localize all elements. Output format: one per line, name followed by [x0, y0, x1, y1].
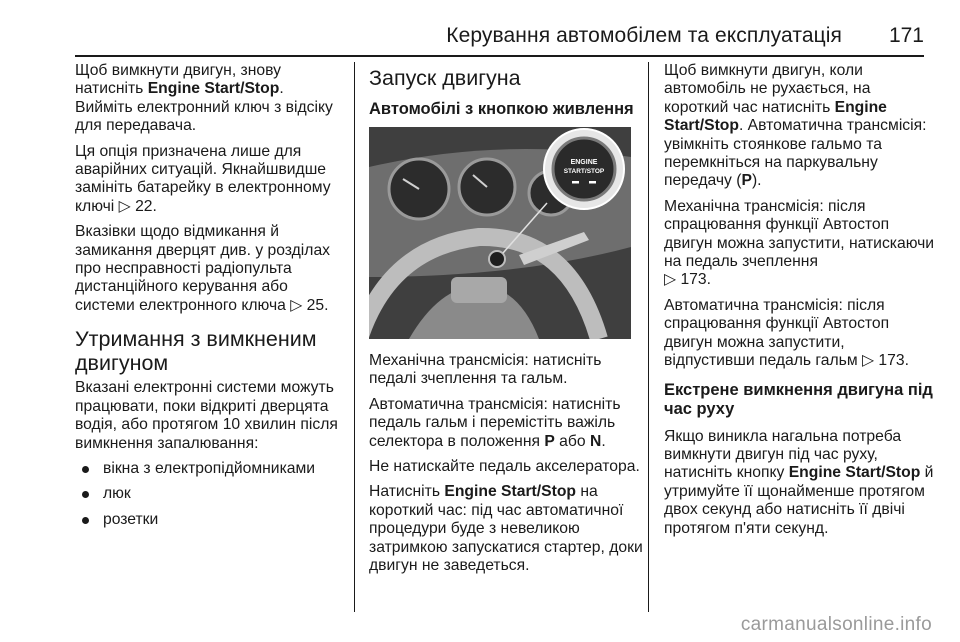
paragraph: Вказівки щодо відмикання й замикання дверцят див. у розділах про несправності радіопульта дистанційного керування або системи електронного ключа ▷ 25.	[75, 223, 331, 314]
engine-start-stop-term: Engine Start/Stop	[788, 464, 921, 482]
paragraph: Не натискайте педаль акселератора.	[369, 458, 640, 476]
header-title: Керування автомобілем та експлуатація	[446, 24, 842, 47]
subsection-heading: Автомобілі з кнопкою живлення	[369, 100, 634, 118]
page-header	[0, 0, 960, 56]
page-reference-arrow-icon: ▷	[118, 197, 131, 215]
bullet-icon	[82, 491, 89, 498]
engine-start-stop-term: Engine Start/Stop	[444, 483, 576, 501]
page-reference[interactable]: 25.	[306, 296, 329, 314]
button-label-line2: START/STOP	[563, 168, 605, 175]
page-reference-arrow-icon: ▷	[290, 296, 303, 314]
page-reference-arrow-icon: ▷	[861, 352, 875, 370]
bullet-icon	[82, 466, 89, 473]
bullet-icon	[82, 517, 89, 524]
column-divider-2	[648, 62, 649, 612]
paragraph: Натисніть Engine Start/Stop на короткий час: під час автоматичної процедури буде з невеликою затримкою запускатися стартер, доки двигун не заведеться.	[369, 483, 643, 575]
button-label-line1: ENGINE	[570, 159, 598, 166]
page-number: 171	[888, 24, 924, 47]
page-reference[interactable]: 22.	[135, 197, 157, 215]
paragraph: Вказані електронні системи можуть працювати, поки відкриті дверцята водія, або протягом 10 хвилин після вимкнення запалювання:	[75, 379, 338, 452]
section-heading: Запуск двигуна	[369, 66, 521, 90]
watermark: carmanualsonline.info	[740, 614, 932, 635]
paragraph: Механічна трансмісія: натисніть педалі зчеплення та гальм.	[369, 352, 602, 388]
header-rule	[75, 55, 924, 57]
engine-start-stop-term: Engine Start/Stop	[664, 98, 887, 135]
paragraph: Автоматична трансмісія: після спрацювання функції Автостоп двигун можна запустити, відпустивши педаль гальм ▷ 173.	[664, 296, 909, 370]
engine-start-stop-term: Engine Start/Stop	[147, 80, 280, 98]
list-item: вікна з електропідйомниками	[75, 460, 349, 478]
paragraph: Автоматична трансмісія: натисніть педаль гальм і перемістіть важіль селектора в положення P або N.	[369, 395, 621, 450]
column-2	[369, 62, 645, 582]
column-1	[75, 62, 349, 536]
page-reference[interactable]: 173.	[680, 271, 711, 289]
bullet-list	[75, 460, 349, 529]
section-heading: Утримання з вимкненим двигуном	[75, 327, 317, 376]
subsection-heading: Екстрене вимкнення двигуна під час руху	[664, 380, 933, 418]
dashboard-drawing	[369, 127, 631, 339]
list-item: розетки	[75, 511, 349, 529]
page-reference[interactable]: 173.	[878, 352, 909, 370]
column-3	[664, 62, 936, 545]
paragraph: Якщо виникла нагальна потреба вимкнути двигун під час руху, натисніть кнопку Engine Start/Stop й утримуйте її щонайменше протягом двох секунд або натисніть її двічі протягом п'яти секунд.	[664, 427, 934, 537]
column-divider-1	[354, 62, 355, 612]
page-reference-arrow-icon: ▷	[664, 271, 677, 289]
paragraph: Щоб вимкнути двигун, коли автомобіль не рухається, на короткий час натисніть Engine Start/Stop. Автоматична трансмісія: увімкніть стоянкове гальмо та перемкніться на паркувальну передачу (P).	[664, 62, 927, 190]
paragraph: Механічна трансмісія: після спрацювання функції Автостоп двигун можна запустити, натискаючи на педаль зчеплення ▷ 173.	[664, 197, 935, 289]
paragraph: Ця опція призначена лише для аварійних ситуацій. Якнайшвидше замініть батарейку в електронному ключі ▷ 22.	[75, 142, 331, 215]
dashboard-illustration	[369, 127, 631, 339]
paragraph: Щоб вимкнути двигун, знову натисніть Engine Start/Stop. Вийміть електронний ключ з відсіку для передавача.	[75, 62, 333, 135]
list-item: люк	[75, 485, 349, 503]
